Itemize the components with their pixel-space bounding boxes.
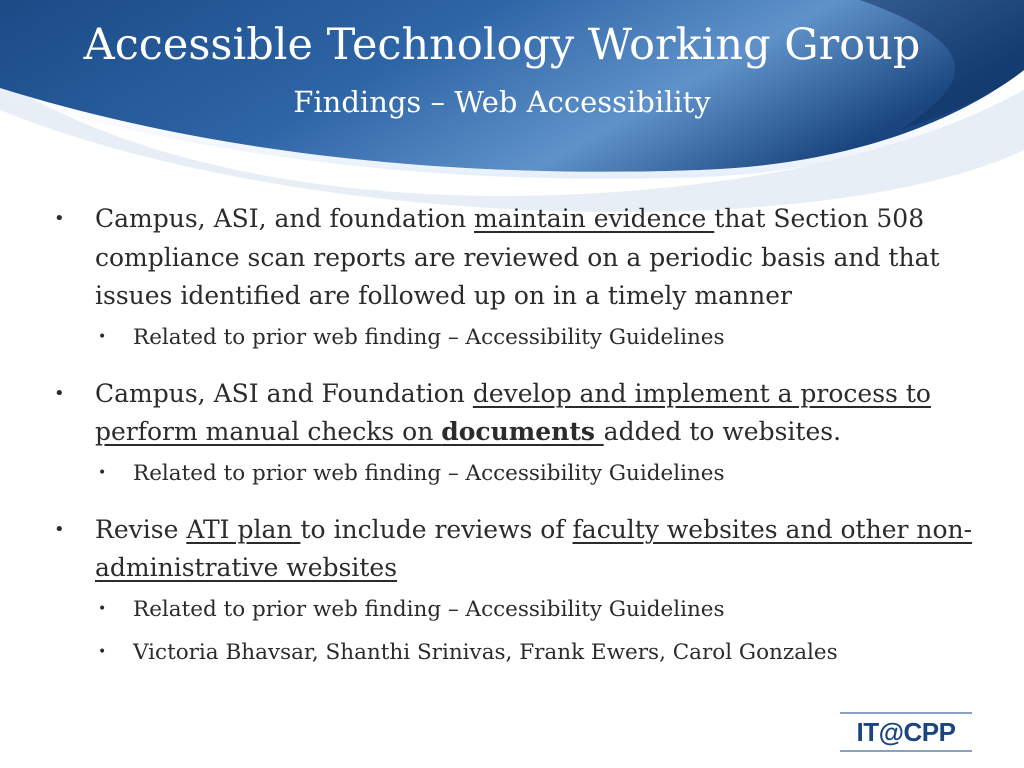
- emphasis-documents: documents: [441, 417, 604, 446]
- sub-bullet-item: • Victoria Bhavsar, Shanthi Srinivas, Frank Ewers, Carol Gonzales: [95, 631, 1002, 674]
- logo-bottom-rule: [840, 750, 972, 752]
- logo-top-rule: [840, 712, 972, 714]
- it-cpp-logo: [840, 712, 972, 752]
- slide-subtitle: Findings – Web Accessibility: [293, 85, 711, 119]
- bullet-icon: •: [54, 518, 65, 540]
- sub-bullet-item: • Related to prior web finding – Accessibility Guidelines: [95, 452, 1002, 495]
- bullet-item-3: • Revise ATI plan to include reviews of faculty websites and other non-administrative websites: [52, 511, 1002, 588]
- bullet-icon: •: [54, 208, 65, 229]
- emphasis-faculty-websites: faculty websites and other non-administrative websites: [95, 514, 973, 582]
- slide-title: Accessible Technology Working Group: [83, 20, 921, 70]
- sub-bullet-icon: •: [98, 464, 107, 481]
- sub-bullet-icon: •: [98, 328, 107, 345]
- bullet-icon: •: [54, 382, 65, 404]
- bullet-item-2: • Campus, ASI and Foundation develop and implement a process to perform manual checks on documents added to websites.: [52, 375, 1002, 452]
- sub-bullet-item: • Related to prior web finding – Accessibility Guidelines: [95, 588, 1002, 631]
- slide-content: [52, 200, 1002, 674]
- logo-text: IT@CPP: [856, 717, 956, 747]
- emphasis-maintain-evidence: maintain evidence: [474, 204, 715, 233]
- emphasis-develop-process: develop and implement a process to perform manual checks on: [95, 378, 931, 446]
- bullet-item-1: • Campus, ASI, and foundation maintain evidence that Section 508 compliance scan reports are reviewed on a periodic basis and that issues identified are followed up on in a timely manner: [52, 200, 1002, 316]
- sub-bullet-icon: •: [98, 600, 107, 617]
- sub-bullet-icon: •: [98, 643, 107, 660]
- sub-bullet-item: • Related to prior web finding – Accessibility Guidelines: [95, 316, 1002, 359]
- emphasis-ati-plan: ATI plan: [186, 514, 301, 544]
